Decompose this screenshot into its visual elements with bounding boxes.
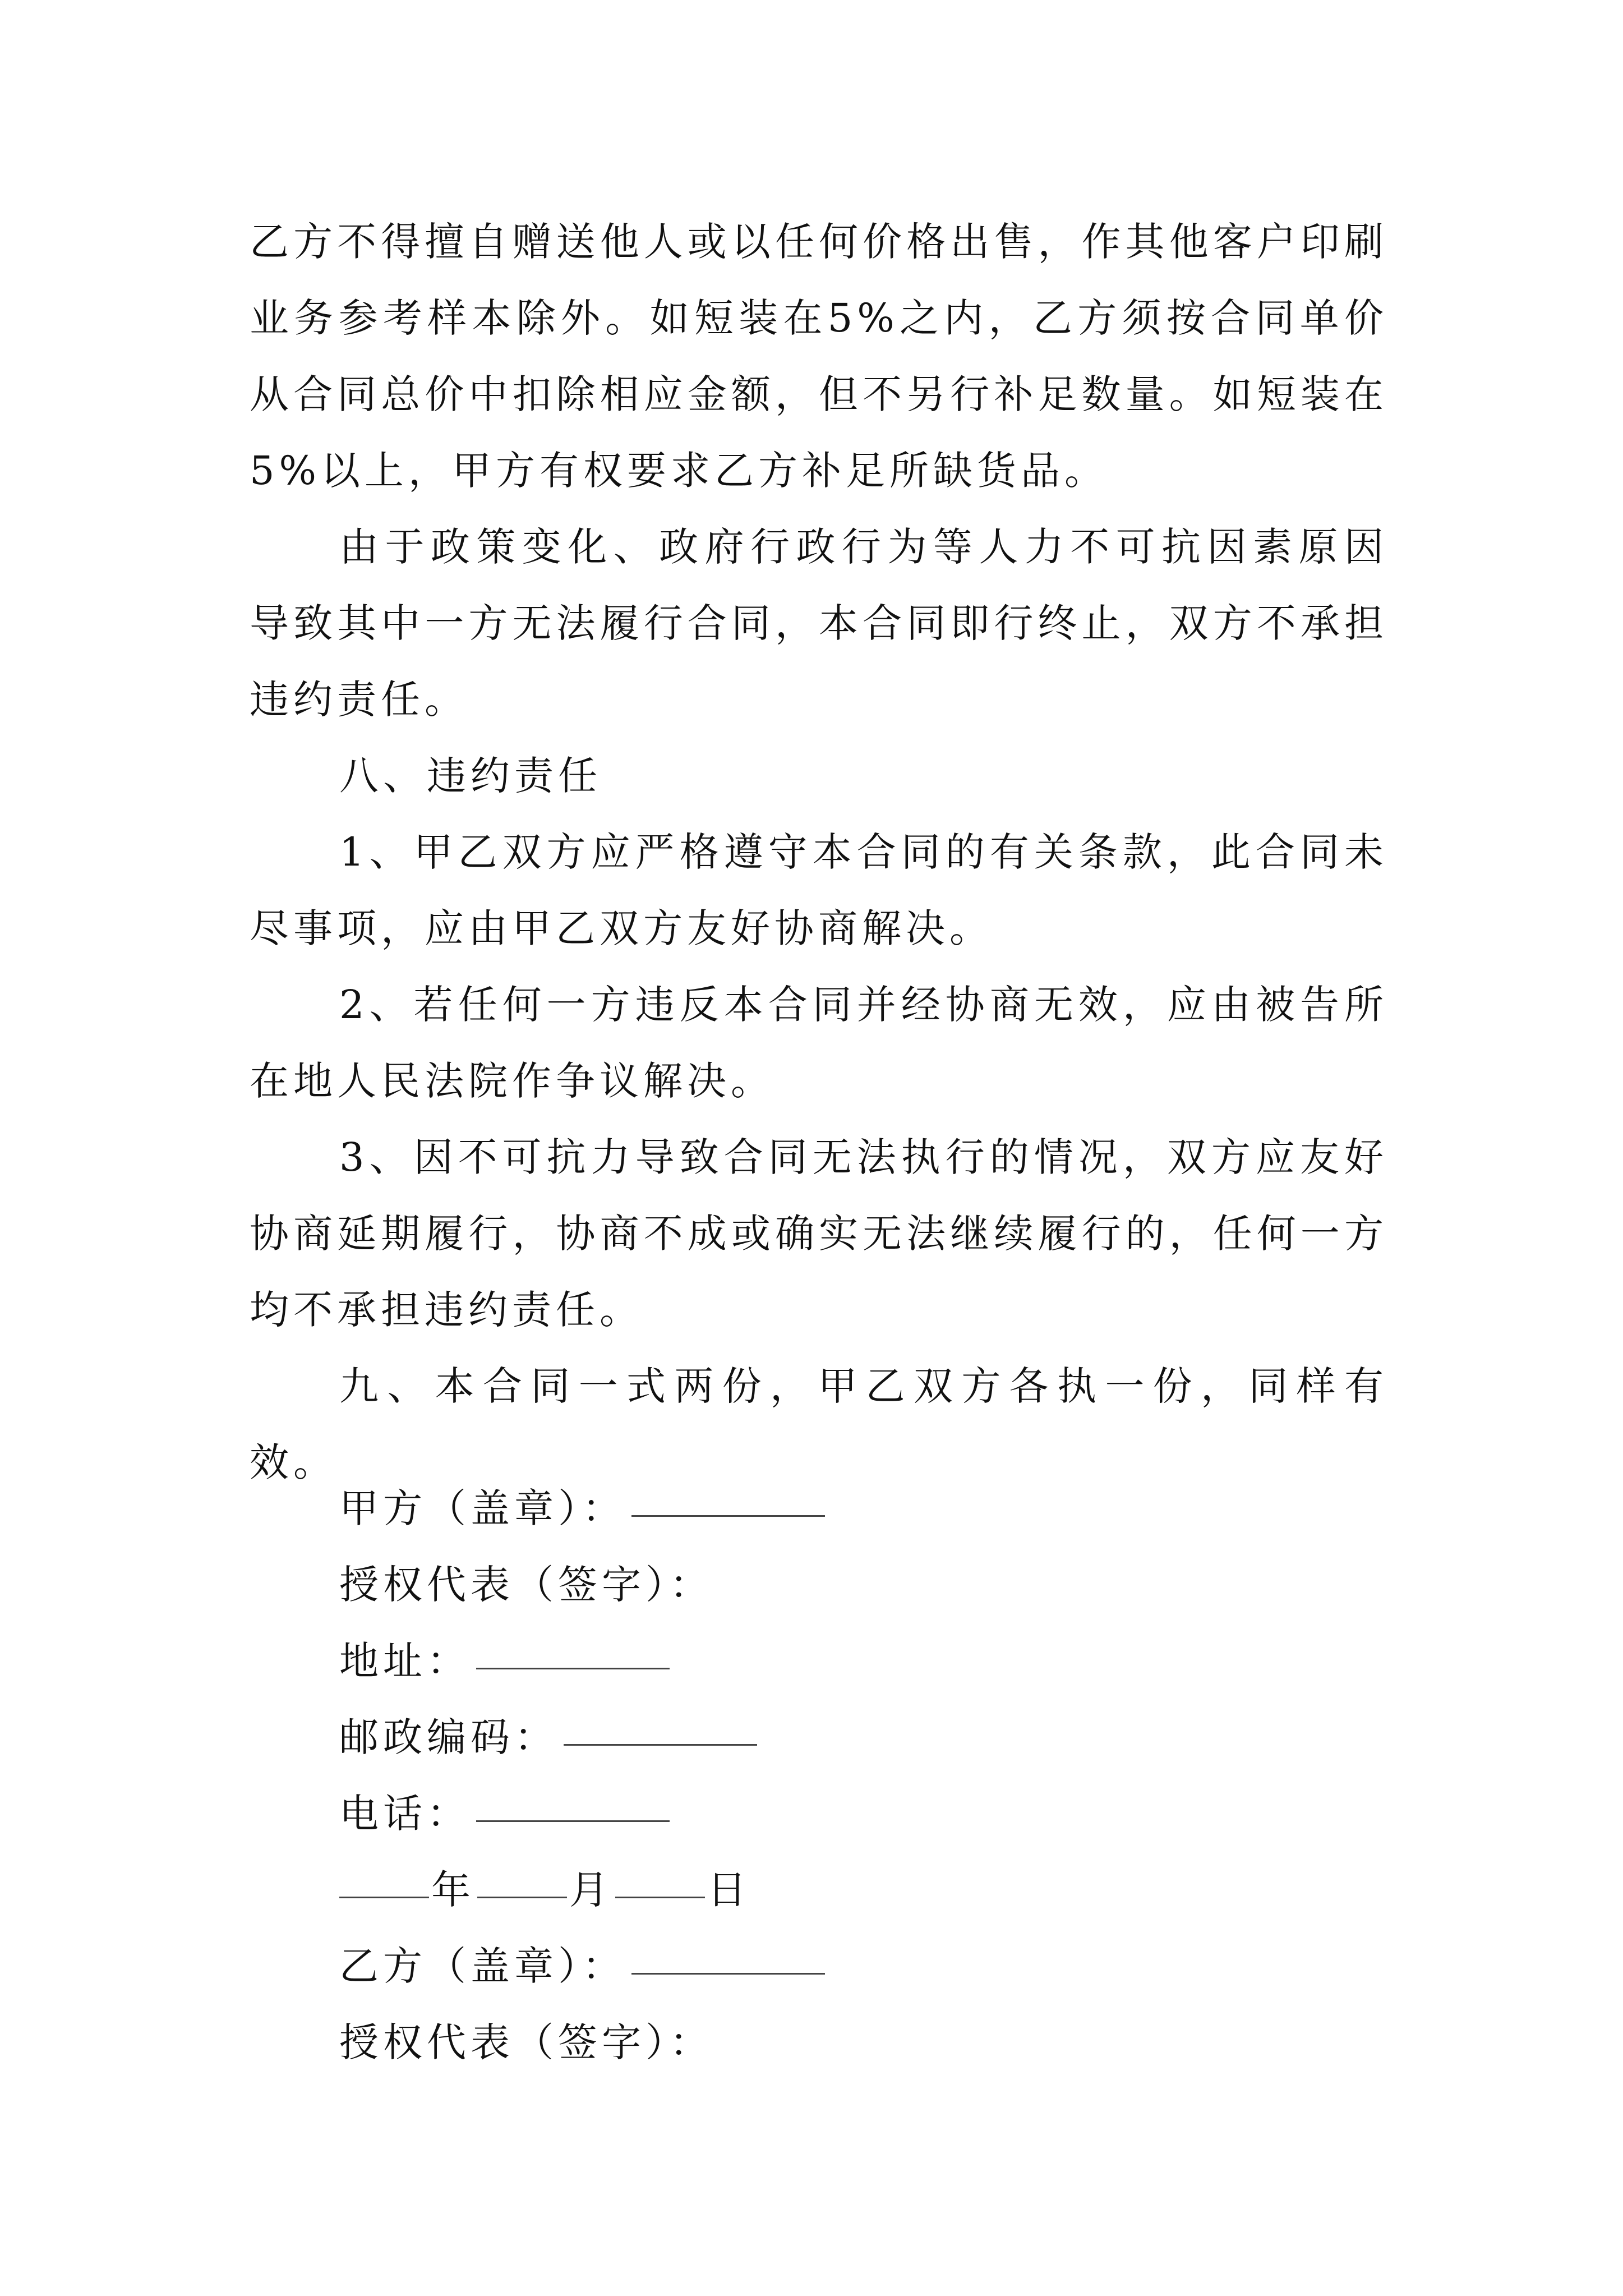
party-a-rep-label: 授权代表（签字）： xyxy=(339,1562,713,1608)
party-a-seal-row xyxy=(339,1457,1349,1534)
party-a-seal-blank[interactable] xyxy=(631,1515,825,1517)
clause-3: 3、因不可抗力导致合同无法执行的情况，双方应友好协商延期履行，协商不成或确实无法继续履行的，任何一方均不承担违约责任。 xyxy=(250,1134,1388,1333)
clause-1: 1、甲乙双方应严格遵守本合同的有关条款，此合同未尽事项，应由甲乙双方友好协商解决。 xyxy=(250,829,1388,951)
address-blank[interactable] xyxy=(476,1667,670,1669)
party-b-seal-blank[interactable] xyxy=(631,1972,825,1975)
section-copies: 九、本合同一式两份，甲乙双方各执一份，同样有效。 xyxy=(250,1363,1388,1485)
postal-code-label: 邮政编码： xyxy=(339,1714,558,1760)
signature-block xyxy=(339,1457,1349,2068)
day-label: 日 xyxy=(707,1867,751,1913)
party-b-rep-label: 授权代表（签字）： xyxy=(339,2019,713,2065)
party-a-rep-row xyxy=(339,1534,1349,1610)
clause-2: 2、若任何一方违反本合同并经协商无效，应由被告所在地人民法院作争议解决。 xyxy=(250,982,1388,1104)
contract-body xyxy=(250,204,1388,1501)
party-b-seal-label: 乙方（盖章）： xyxy=(339,1943,626,1989)
party-b-rep-row xyxy=(339,1991,1349,2068)
phone-row xyxy=(339,1763,1349,1839)
paragraph-force-majeure-termination: 由于政策变化、政府行政行为等人力不可抗因素原因导致其中一方无法履行合同，本合同即行终止，双方不承担违约责任。 xyxy=(250,524,1388,723)
year-blank[interactable] xyxy=(339,1896,429,1898)
month-blank[interactable] xyxy=(477,1896,567,1898)
day-blank[interactable] xyxy=(615,1896,705,1898)
postal-code-row xyxy=(339,1686,1349,1763)
paragraph-short-delivery: 乙方不得擅自赠送他人或以任何价格出售，作其他客户印刷业务参考样本除外。如短装在5%之内，乙方须按合同单价从合同总价中扣除相应金额，但不另行补足数量。如短装在5%以上，甲方有权要求乙方补足所缺货品。 xyxy=(250,219,1388,494)
party-b-seal-row xyxy=(339,1915,1349,1991)
date-row xyxy=(339,1839,1349,1915)
address-label: 地址： xyxy=(339,1638,471,1684)
month-label: 月 xyxy=(569,1867,613,1913)
year-label: 年 xyxy=(431,1867,475,1913)
phone-blank[interactable] xyxy=(476,1820,670,1822)
party-a-seal-label: 甲方（盖章）： xyxy=(339,1485,626,1531)
phone-label: 电话： xyxy=(339,1791,471,1837)
section-heading-breach: 八、违约责任 xyxy=(339,753,602,799)
postal-code-blank[interactable] xyxy=(564,1743,757,1746)
address-row xyxy=(339,1610,1349,1686)
